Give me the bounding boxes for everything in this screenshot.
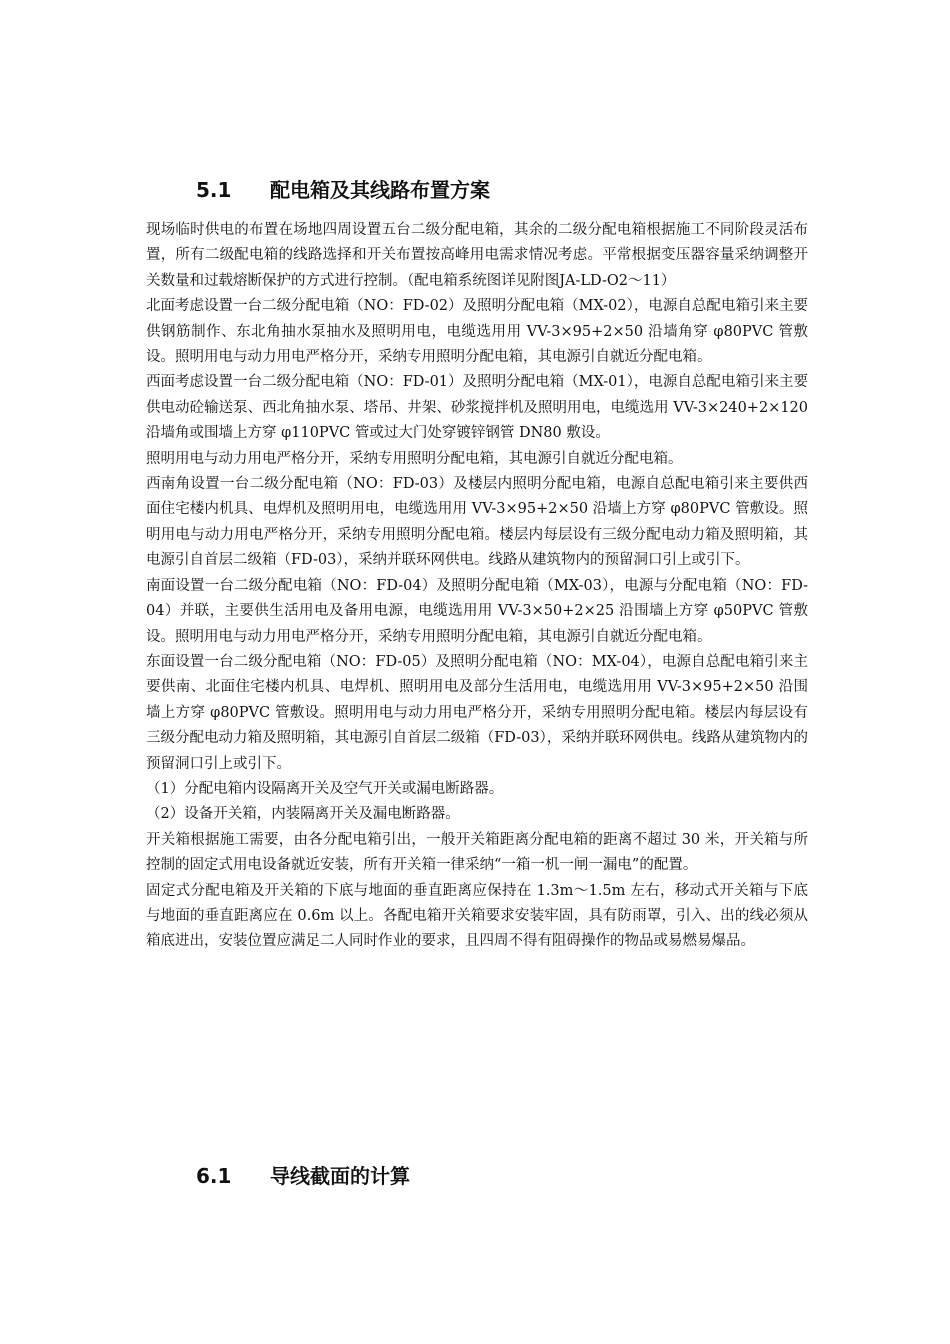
- paragraph: 东面设置一台二级分配电箱（NO：FD-05）及照明分配电箱（NO：MX-04），电源自总配电箱引来主要供南、北面住宅楼内机具、电焊机、照明用电及部分生活用电，电缆选用用 VV-3×95+2×50 沿围墙上方穿 φ80PVC 管敷设。照明用电与动力用电严格分开，采纳专用照明分配电箱。楼层内每层设有三级分配电动力箱及照明箱，其电源引自首层二级箱（FD-03），采纳并联环网供电。线路从建筑物内的预留洞口引上或引下。: [146, 653, 808, 772]
- section-heading-6-1: [196, 1160, 410, 1189]
- paragraph: 开关箱根据施工需要，由各分配电箱引出，一般开关箱距离分配电箱的距离不超过 30 米，开关箱与所控制的固定式用电设备就近安装，所有开关箱一律采纳“一箱一机一闸一漏电”的配置。: [146, 831, 808, 874]
- paragraph: 现场临时供电的布置在场地四周设置五台二级分配电箱，其余的二级分配电箱根据施工不同阶段灵活布置，所有二级配电箱的线路选择和开关布置按高峰用电需求情况考虑。平常根据变压器容量采纳调整开关数量和过载熔断保护的方式进行控制。（配电箱系统图详见附图JA-LD-O2～11）: [146, 222, 808, 289]
- section-title: 导线截面的计算: [270, 1164, 410, 1188]
- paragraph: （2）设备开关箱，内装隔离开关及漏电断路器。: [146, 806, 460, 823]
- paragraph: 固定式分配电箱及开关箱的下底与地面的垂直距离应保持在 1.3m～1.5m 左右，移动式开关箱与下底与地面的垂直距离应在 0.6m 以上。各配电箱开关箱要求安装牢固，具有防雨罩，引入、出的线必须从箱底进出，安装位置应满足二人同时作业的要求，且四周不得有阻碍操作的物品或易燃易爆品。: [146, 882, 808, 950]
- paragraph: 西面考虑设置一台二级分配电箱（NO：FD-01）及照明分配电箱（MX-01），电源自总配电箱引来主要供电动砼输送泵、西北角抽水泵、塔吊、井架、砂浆搅拌机及照明用电，电缆选用 VV-3×240+2×120 沿墙角或围墙上方穿 φ110PVC 管或过大门处穿镀锌钢管 DN80 敷设。: [146, 374, 808, 442]
- paragraph: 西南角设置一台二级分配电箱（NO：FD-03）及楼层内照明分配电箱，电源自总配电箱引来主要供西面住宅楼内机具、电焊机及照明用电，电缆选用用 VV-3×95+2×50 沿墙上方穿 φ80PVC 管敷设。照明用电与动力用电严格分开，采纳专用照明分配电箱。楼层内每层设有三级分配电动力箱及照明箱，其电源引自首层二级箱（FD-03），采纳并联环网供电。线路从建筑物内的预留洞口引上或引下。: [146, 476, 808, 569]
- section-number: 6.1: [196, 1164, 232, 1188]
- paragraph: 北面考虑设置一台二级分配电箱（NO：FD-02）及照明分配电箱（MX-02），电源自总配电箱引来主要供钢筋制作、东北角抽水泵抽水及照明用电，电缆选用用 VV-3×95+2×50 沿墙角穿 φ80PVC 管敷设。照明用电与动力用电严格分开，采纳专用照明分配电箱，其电源引自就近分配电箱。: [146, 298, 808, 366]
- document-body: [146, 218, 808, 955]
- paragraph: 南面设置一台二级分配电箱（NO：FD-04）及照明分配电箱（MX-03），电源与分配电箱（NO：FD-04）并联，主要供生活用电及备用电源，电缆选用用 VV-3×50+2×25 沿围墙上方穿 φ50PVC 管敷设。照明用电与动力用电严格分开，采纳专用照明分配电箱，其电源引自就近分配电箱。: [146, 577, 808, 645]
- section-number: 5.1: [196, 178, 232, 202]
- paragraph: （1）分配电箱内设隔离开关及空气开关或漏电断路器。: [146, 780, 504, 797]
- section-heading-5-1: [196, 174, 490, 203]
- paragraph: 照明用电与动力用电严格分开，采纳专用照明分配电箱，其电源引自就近分配电箱。: [146, 450, 683, 467]
- section-title: 配电箱及其线路布置方案: [270, 178, 490, 202]
